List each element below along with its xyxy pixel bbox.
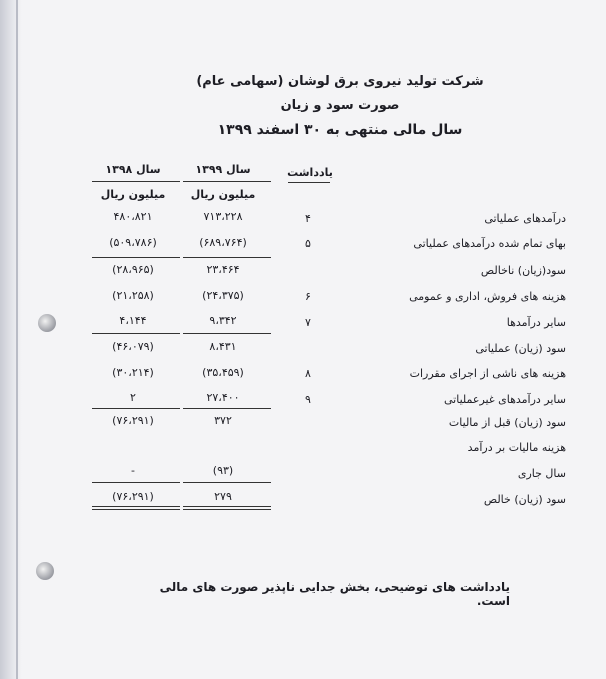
page-edge — [16, 0, 18, 679]
header-underline-note — [288, 182, 330, 183]
row-note: ۸ — [305, 367, 311, 380]
row-value-1398: (۲۸،۹۶۵) — [112, 263, 154, 276]
row-value-1398: (۷۶،۲۹۱) — [112, 414, 154, 427]
subtotal-line-1399 — [183, 408, 271, 409]
row-value-1399: ۲۳،۴۶۴ — [206, 263, 240, 276]
subtotal-line-1398 — [92, 333, 180, 334]
row-label: هزینه مالیات بر درآمد — [467, 441, 566, 454]
col-header-note: یادداشت — [287, 166, 333, 179]
subtotal-line-1399 — [183, 482, 271, 483]
header-underline-1399 — [183, 181, 271, 182]
subtotal-line-1399 — [183, 257, 271, 258]
punch-hole-top — [38, 314, 56, 332]
page-shadow — [0, 0, 22, 679]
row-value-1398: ۲ — [130, 391, 136, 404]
row-label: هزینه های ناشی از اجرای مقررات — [409, 367, 566, 380]
subtotal-line-1398 — [92, 482, 180, 483]
row-value-1398: (۷۶،۲۹۱) — [112, 490, 154, 503]
row-value-1399: ۹،۳۴۲ — [209, 314, 237, 327]
row-value-1399: ۷۱۳،۲۲۸ — [203, 210, 243, 223]
row-note: ۹ — [305, 393, 311, 406]
punch-hole-bottom — [36, 562, 54, 580]
unit-1398: میلیون ریال — [100, 188, 166, 201]
row-value-1398: (۲۱،۲۵۸) — [112, 289, 154, 302]
subtotal-line-1398 — [92, 257, 180, 258]
row-value-1398: - — [131, 464, 135, 477]
total-double-line-1398 — [92, 506, 180, 507]
row-note: ۴ — [305, 212, 311, 225]
row-value-1398: (۳۰،۲۱۴) — [112, 366, 154, 379]
statement-title: صورت سود و زیان — [280, 98, 400, 113]
row-value-1399: (۹۳) — [212, 464, 234, 477]
row-label: سود (زیان) عملیاتی — [475, 342, 566, 355]
row-label: هزینه های فروش، اداری و عمومی — [409, 290, 566, 303]
row-note: ۶ — [305, 290, 311, 303]
row-label: سایر درآمدها — [506, 316, 566, 329]
period-title: سال مالی منتهی به ۳۰ اسفند ۱۳۹۹ — [217, 122, 463, 138]
row-value-1399: ۳۷۲ — [214, 414, 232, 427]
row-value-1399: (۶۸۹،۷۶۴) — [199, 236, 247, 249]
row-label: سود(زیان) ناخالص — [480, 264, 566, 277]
unit-1399: میلیون ریال — [190, 188, 256, 201]
subtotal-line-1399 — [183, 333, 271, 334]
row-value-1398: (۵۰۹،۷۸۶) — [109, 236, 157, 249]
total-double-line-1399 — [183, 509, 271, 510]
company-name: شرکت تولید نیروی برق لوشان (سهامی عام) — [196, 74, 484, 89]
row-note: ۷ — [305, 316, 311, 329]
row-value-1399: ۸،۴۳۱ — [209, 340, 237, 353]
row-value-1399: ۲۷۹ — [214, 490, 232, 503]
row-label: بهای تمام شده درآمدهای عملیاتی — [413, 237, 566, 250]
row-label: درآمدهای عملیاتی — [484, 212, 566, 225]
footer-note: یادداشت های توضیحی، بخش جدایی ناپذیر صورت های مالی است. — [159, 580, 510, 608]
row-value-1398: ۴،۱۴۴ — [119, 314, 147, 327]
total-double-line-1398 — [92, 509, 180, 510]
col-header-1399: سال ۱۳۹۹ — [195, 163, 251, 176]
row-label: سود (زیان) خالص — [483, 493, 566, 506]
row-value-1399: ۲۷،۴۰۰ — [206, 391, 240, 404]
row-value-1399: (۳۵،۴۵۹) — [202, 366, 244, 379]
col-header-1398: سال ۱۳۹۸ — [105, 163, 161, 176]
row-label: سال جاری — [517, 467, 566, 480]
row-value-1398: ۴۸۰،۸۲۱ — [113, 210, 153, 223]
header-underline-1398 — [92, 181, 180, 182]
row-note: ۵ — [305, 237, 311, 250]
row-label: سود (زیان) قبل از مالیات — [448, 416, 566, 429]
total-double-line-1399 — [183, 506, 271, 507]
subtotal-line-1398 — [92, 408, 180, 409]
row-value-1399: (۲۴،۳۷۵) — [202, 289, 244, 302]
row-value-1398: (۴۶،۰۷۹) — [112, 340, 154, 353]
row-label: سایر درآمدهای غیرعملیاتی — [444, 393, 566, 406]
